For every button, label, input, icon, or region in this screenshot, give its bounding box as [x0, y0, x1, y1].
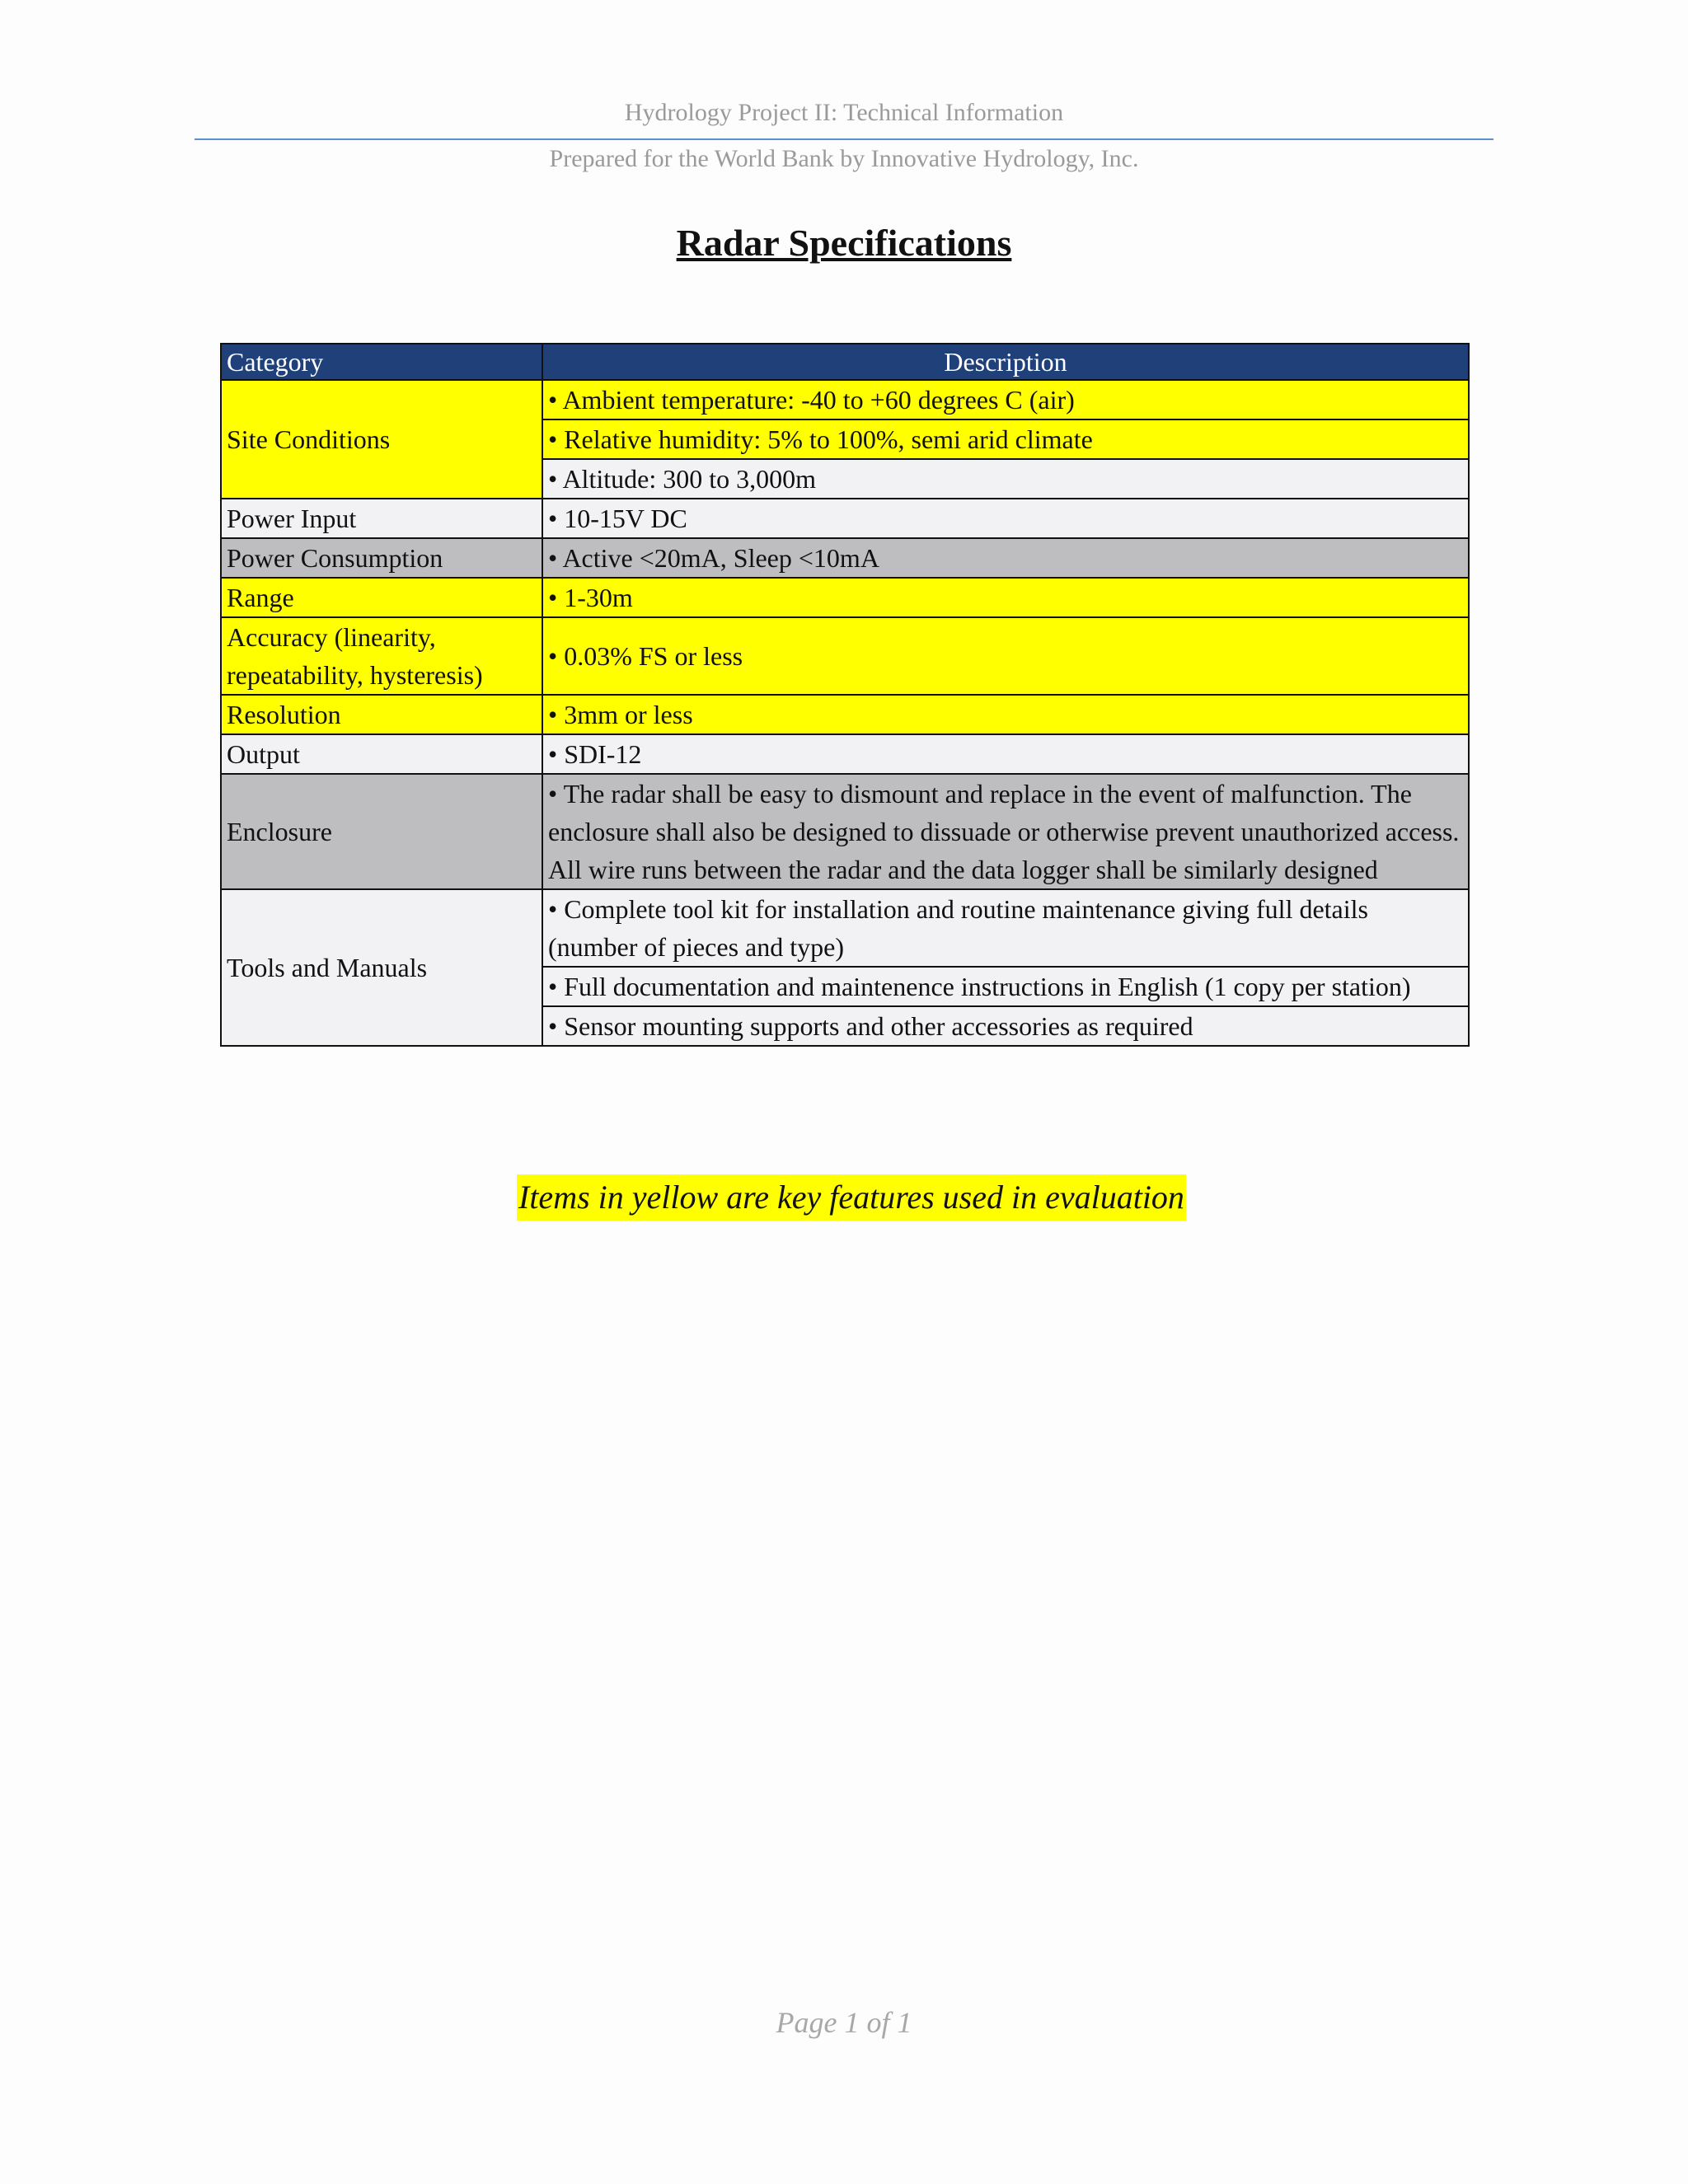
description-cell: • Altitude: 300 to 3,000m	[542, 459, 1469, 499]
table-row	[221, 774, 1469, 889]
evaluation-note: Items in yellow are key features used in evaluation	[517, 1174, 1186, 1221]
category-resolution: Resolution	[221, 695, 542, 734]
category-range: Range	[221, 578, 542, 617]
table-header-row	[221, 344, 1469, 380]
table-row	[221, 499, 1469, 538]
description-cell: • Ambient temperature: -40 to +60 degrees C (air)	[542, 380, 1469, 419]
column-header-category: Category	[221, 344, 542, 380]
table-row	[221, 889, 1469, 967]
description-cell: • Sensor mounting supports and other accessories as required	[542, 1006, 1469, 1046]
table-row	[221, 734, 1469, 774]
description-cell: • 3mm or less	[542, 695, 1469, 734]
description-cell: • Relative humidity: 5% to 100%, semi arid climate	[542, 419, 1469, 459]
category-site-conditions: Site Conditions	[221, 380, 542, 499]
table-row	[221, 617, 1469, 695]
description-cell: • The radar shall be easy to dismount and replace in the event of malfunction. The enclosure shall also be designed to dissuade or otherwise prevent unauthorized access. All wire runs between the radar and the data logger shall be similarly designed	[542, 774, 1469, 889]
category-accuracy: Accuracy (linearity, repeatability, hysteresis)	[221, 617, 542, 695]
table-row	[221, 380, 1469, 419]
document-title: Radar Specifications	[676, 222, 1012, 264]
category-tools-manuals: Tools and Manuals	[221, 889, 542, 1046]
column-header-description: Description	[542, 344, 1469, 380]
header-subtitle: Prepared for the World Bank by Innovative Hydrology, Inc.	[549, 145, 1139, 172]
description-cell: • 0.03% FS or less	[542, 617, 1469, 695]
page-number: Page 1 of 1	[776, 2006, 912, 2039]
description-cell: • 1-30m	[542, 578, 1469, 617]
description-cell: • SDI-12	[542, 734, 1469, 774]
header-title: Hydrology Project II: Technical Information	[624, 99, 1064, 126]
category-output: Output	[221, 734, 542, 774]
category-power-input: Power Input	[221, 499, 542, 538]
category-power-consumption: Power Consumption	[221, 538, 542, 578]
table-row	[221, 538, 1469, 578]
description-cell: • Active <20mA, Sleep <10mA	[542, 538, 1469, 578]
table-row	[221, 578, 1469, 617]
description-cell: • Complete tool kit for installation and routine maintenance giving full details (number of pieces and type)	[542, 889, 1469, 967]
spec-table	[220, 343, 1470, 1047]
header-divider	[195, 138, 1493, 140]
category-enclosure: Enclosure	[221, 774, 542, 889]
table-row	[221, 695, 1469, 734]
description-cell: • Full documentation and maintenence instructions in English (1 copy per station)	[542, 967, 1469, 1006]
description-cell: • 10-15V DC	[542, 499, 1469, 538]
